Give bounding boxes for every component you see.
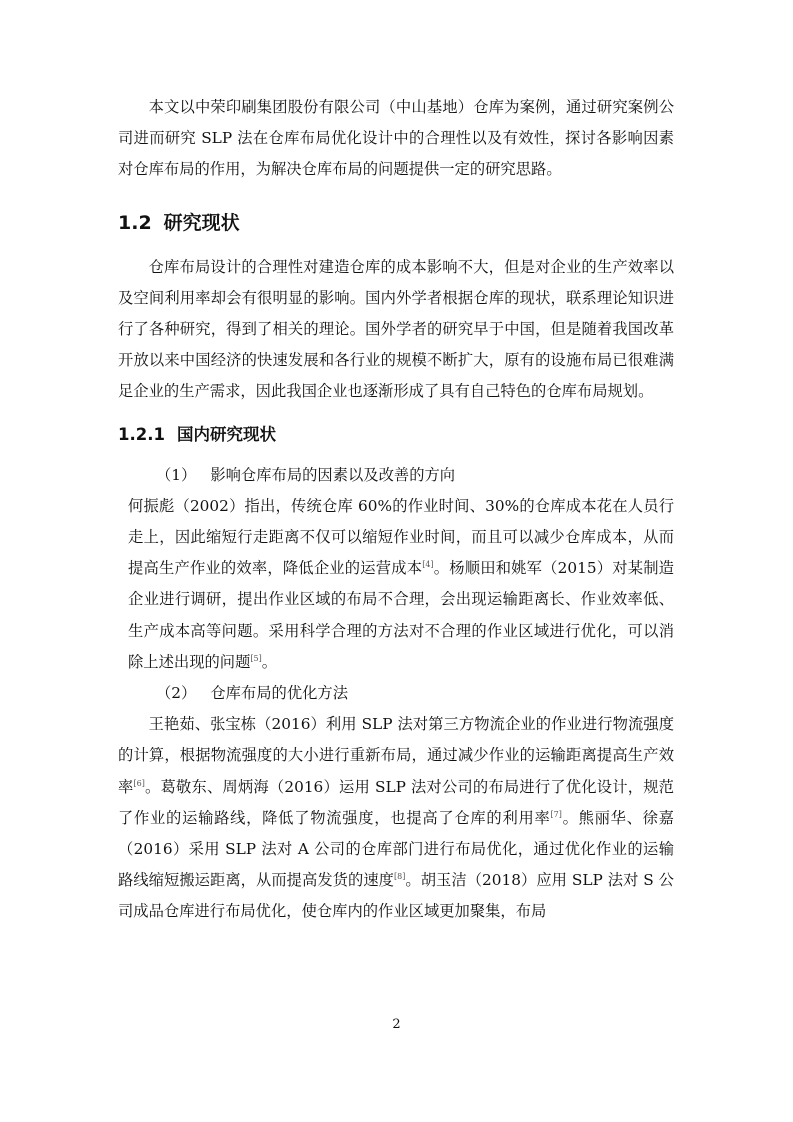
section-paragraph: 仓库布局设计的合理性对建造仓库的成本影响不大，但是对企业的生产效率以及空间利用率却会有很明显的影响。国内外学者根据仓库的现状，联系理论知识进行了各种研究，得到了相关的理论。国外学者的研究早于中国，但是随着我国改革开放以来中国经济的快速发展和各行业的规模不断扩大，原有的设施布局已很难满足企业的生产需求，因此我国企业也逐渐形成了具有自己特色的仓库布局规划。: [118, 257, 674, 401]
list-item-2-body: [118, 709, 674, 927]
list-item-2-number: （2）: [156, 684, 197, 703]
citation: [4]: [422, 560, 434, 570]
section-title: 研究现状: [163, 211, 240, 234]
subsection-title: 国内研究现状: [176, 424, 276, 444]
body-text: 。熊丽华、徐嘉（2016）采用 SLP 法对 A 公司的仓库部门进行布局优化，通过优化作业的运输路线缩短搬运距离，从而提高发货的速度: [118, 808, 674, 890]
body-text: 。葛敬东、周炳海（2016）运用 SLP 法对公司的布局进行了优化设计，规范了作业的运输路线，降低了物流强度，也提高了仓库的利用率: [118, 777, 674, 827]
body-text: 何振彪（2002）指出，传统仓库 60%的作业时间、30%的仓库成本花在人员行走上，因此缩短行走距离不仅可以缩短作业时间，而且可以减少仓库成本，从而提高生产作业的效率，降低企业的运营成本: [128, 496, 674, 578]
page-number: 2: [392, 1017, 401, 1032]
subsection-heading: [118, 420, 674, 450]
body-text: 。胡玉洁（2018）应用 SLP 法对 S 公司成品仓库进行布局优化，使仓库内的作业区域更加聚集，布局: [118, 871, 674, 921]
list-item-2-title: 仓库布局的优化方法: [210, 684, 349, 703]
citation: [5]: [250, 653, 262, 663]
list-item-1-number: （1）: [156, 465, 197, 484]
intro-paragraph: 本文以中荣印刷集团股份有限公司（中山基地）仓库为案例，通过研究案例公司进而研究 SLP 法在仓库布局优化设计中的合理性以及有效性，探讨各影响因素对仓库布局的作用，为解决仓库布局的问题提供一定的研究思路。: [118, 98, 674, 179]
body-text: 。杨顺田和姚军（2015）对某制造企业进行调研，提出作业区域的布局不合理，会出现运输距离长、作业效率低、生产成本高等问题。采用科学合理的方法对不合理的作业区域进行优化，可以消除上述出现的问题: [128, 559, 674, 671]
citation: [7]: [550, 809, 562, 819]
section-number: 1.2: [118, 211, 152, 234]
body-text: 。: [261, 652, 278, 671]
list-item-2-heading: [118, 678, 674, 709]
subsection-number: 1.2.1: [118, 424, 165, 444]
list-item-1-heading: [118, 460, 674, 491]
section-heading: [118, 208, 674, 238]
citation: [6]: [133, 778, 145, 788]
citation: [8]: [394, 872, 406, 882]
page-content: [118, 92, 674, 928]
list-item-1-title: 影响仓库布局的因素以及改善的方向: [210, 465, 456, 484]
body-text: 王艳茹、张宝栋（2016）利用 SLP 法对第三方物流企业的作业进行物流强度的计算，根据物流强度的大小进行重新布局，通过减少作业的运输距离提高生产效率: [118, 715, 674, 796]
list-item-1-body: [118, 491, 674, 678]
